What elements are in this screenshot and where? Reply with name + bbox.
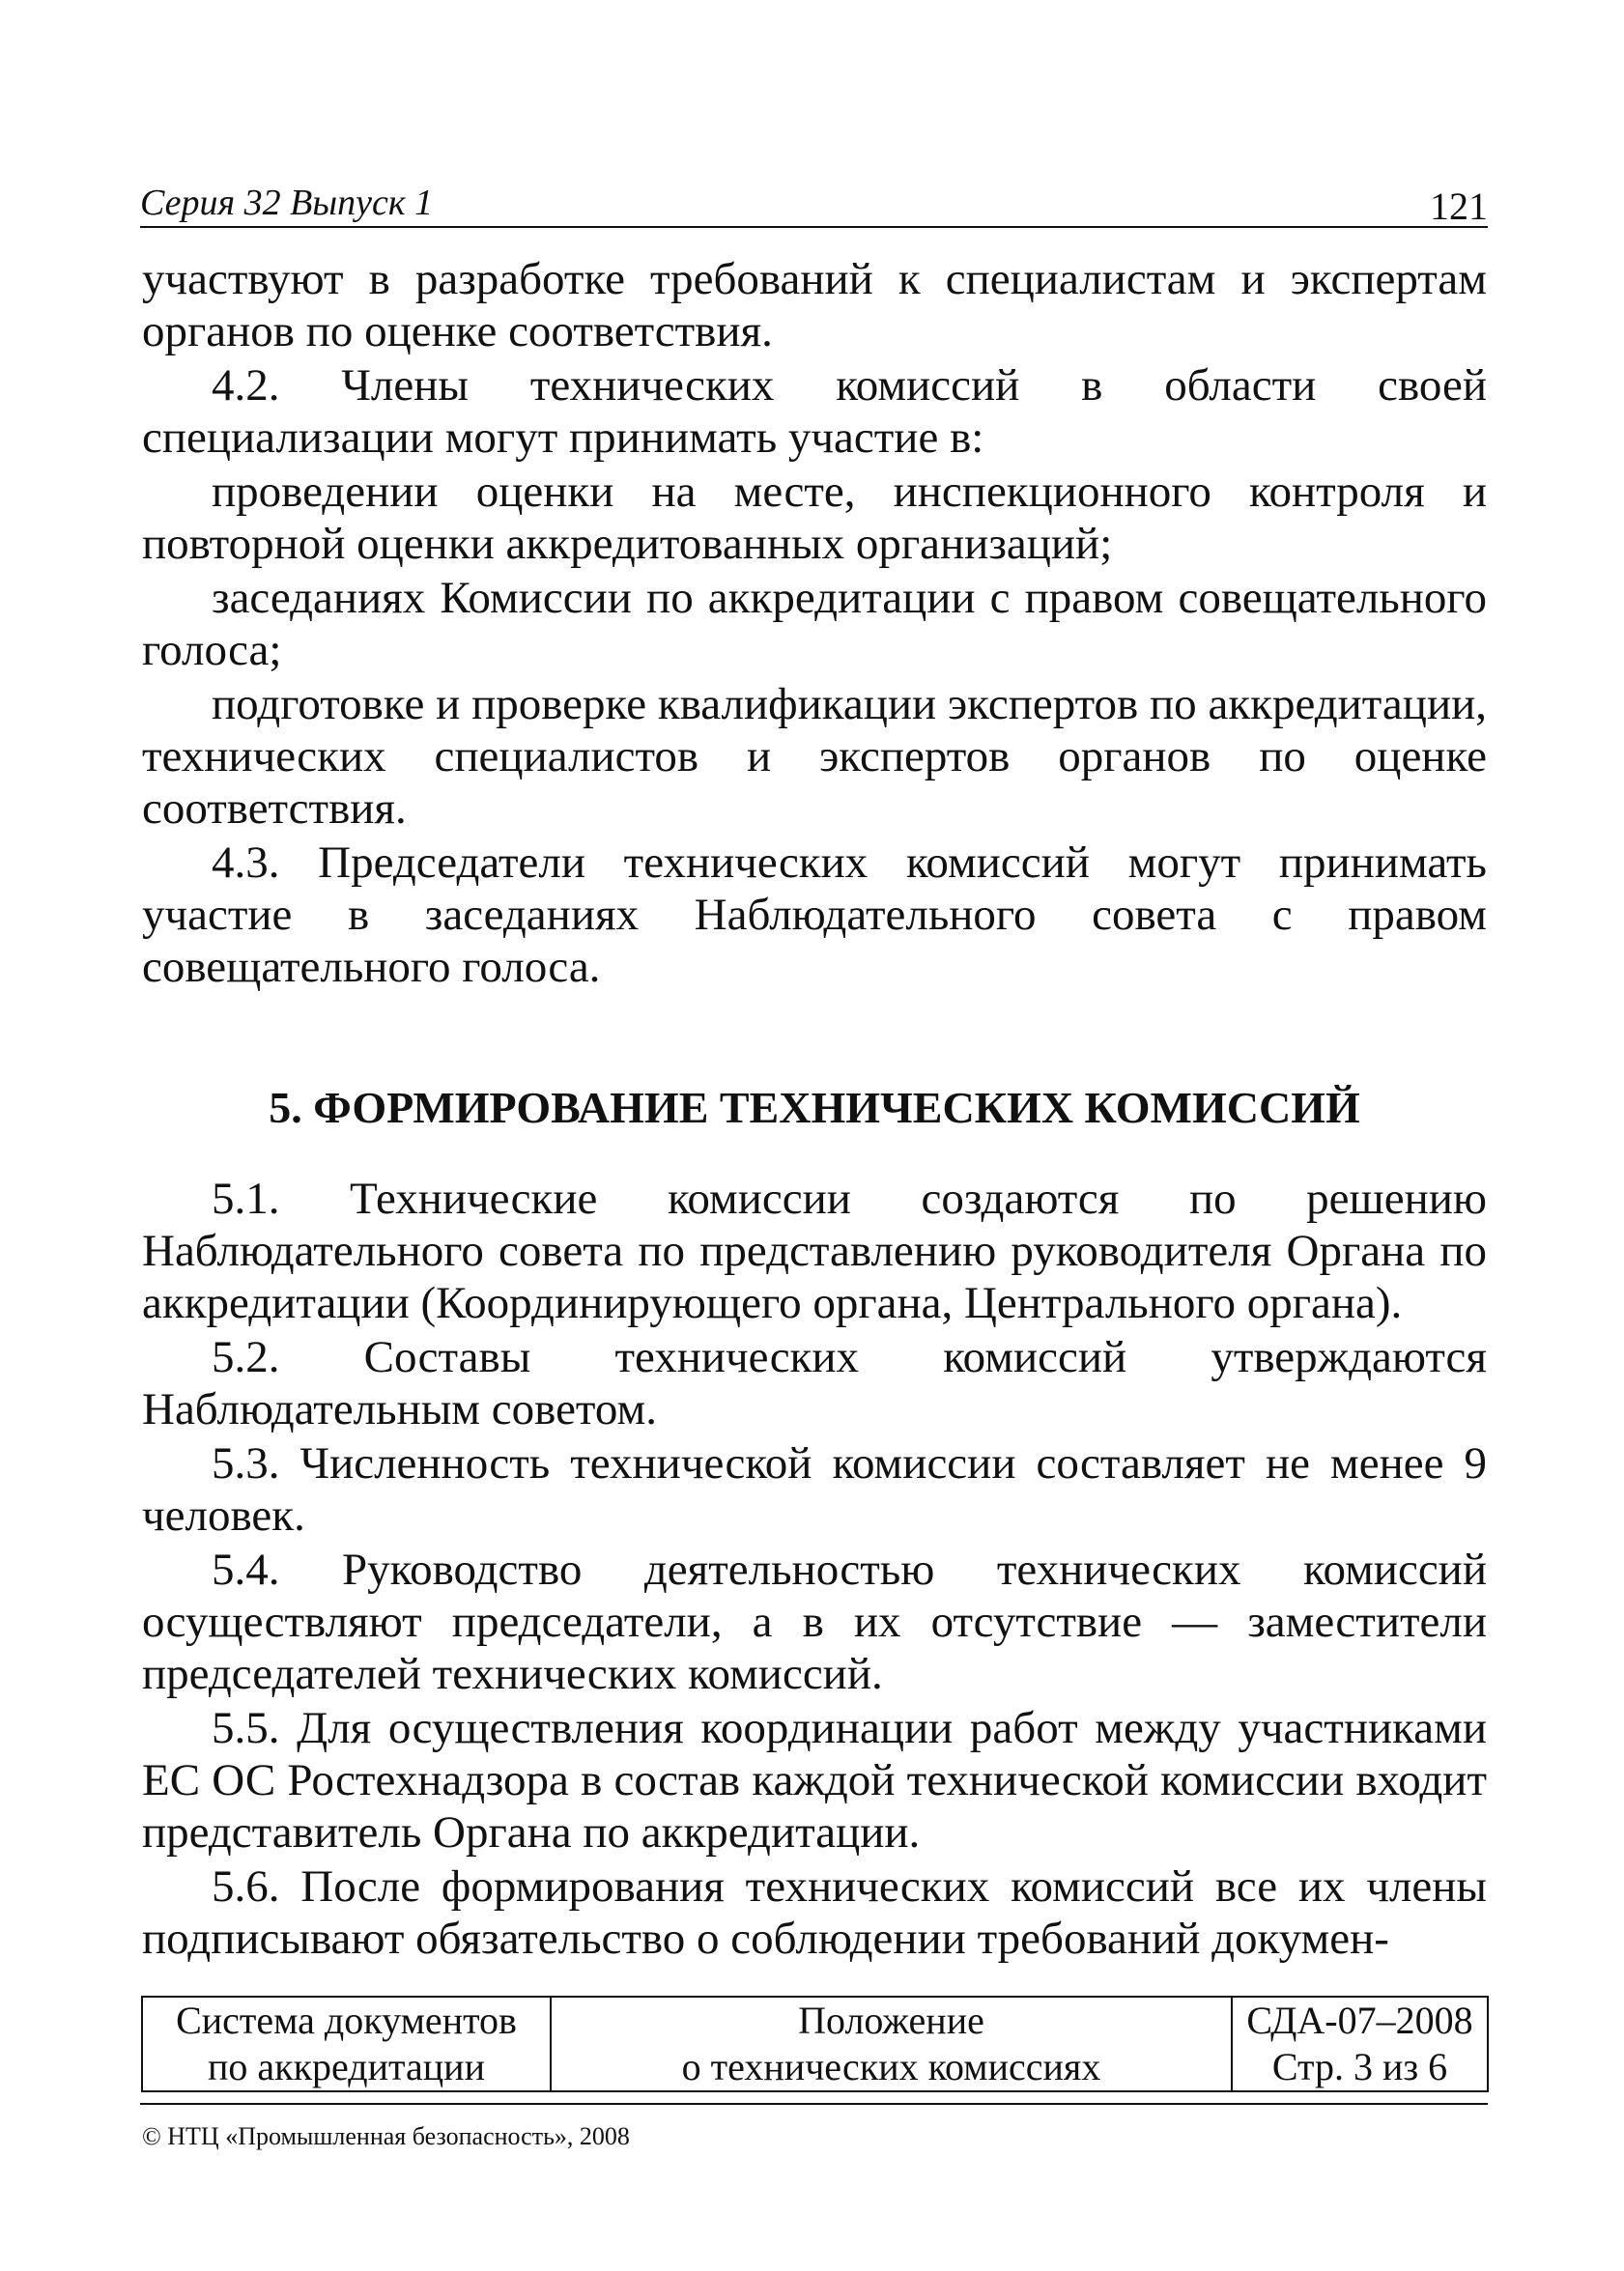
paragraph: 5.1. Технические комиссии создаются по решению Наблюдательного совета по представлению руководителя Органа по аккредитации (Координирующего органа, Центрального органа). (142, 1174, 1487, 1328)
running-header (140, 180, 1488, 228)
page-count: Стр. 3 из 6 (1271, 2045, 1448, 2088)
doc-system-cell (142, 1997, 551, 2091)
paragraph: 5.4. Руководство деятельностью технических комиссий осуществляют председатели, а в их отсутствие — заместители председателей технических комиссий. (142, 1545, 1487, 1699)
paragraph: 4.2. Члены технических комиссий в области своей специализации могут принимать участие в: (142, 360, 1487, 463)
paragraph: участвуют в разработке требований к специалистам и экспертам органов по оценке соответствия. (142, 254, 1487, 356)
section-heading: 5. ФОРМИРОВАНИЕ ТЕХНИЧЕСКИХ КОМИССИЙ (269, 1083, 1360, 1132)
paragraph: 5.3. Численность технической комиссии составляет не менее 9 человек. (142, 1438, 1487, 1541)
table-row (142, 1997, 1488, 2091)
doc-title-cell (551, 1997, 1232, 2091)
body-text (142, 253, 1487, 1967)
paragraph: 5.6. После формирования технических комиссий все их члены подписывают обязательство о соблюдении требований докумен- (142, 1861, 1487, 1964)
copyright-notice: © НТЦ «Промышленная безопасность», 2008 (142, 2122, 630, 2150)
paragraph: 4.3. Председатели технических комиссий могут принимать участие в заседаниях Наблюдательного совета с правом совещательного голоса. (142, 837, 1487, 992)
paragraph: 5.5. Для осуществления координации работ между участниками ЕС ОС Ростехнадзора в состав каждой технической комиссии входит представитель Органа по аккредитации. (142, 1703, 1487, 1858)
page-number: 121 (1430, 185, 1488, 228)
series-title: Серия 32 Выпуск 1 (140, 183, 434, 223)
doc-code-cell (1232, 1997, 1488, 2091)
doc-title-line: Положение (798, 1999, 984, 2042)
doc-system-line: по аккредитации (208, 2045, 485, 2088)
paragraph: заседаниях Комиссии по аккредитации с правом совещательного голоса; (142, 573, 1487, 675)
document-info-table (141, 1996, 1489, 2092)
paragraph: проведении оценки на месте, инспекционного контроля и повторной оценки аккредитованных организаций; (142, 467, 1487, 569)
doc-system-line: Система документов (176, 1999, 517, 2042)
footer-divider (140, 2103, 1488, 2105)
paragraph: 5.2. Составы технических комиссий утверждаются Наблюдательным советом. (142, 1332, 1487, 1434)
doc-code: СДА-07–2008 (1246, 1999, 1473, 2042)
doc-title-line: о технических комиссиях (681, 2045, 1101, 2088)
paragraph: подготовке и проверке квалификации экспертов по аккредитации, технических специалистов и экспертов органов по оценке соответствия. (142, 679, 1487, 834)
